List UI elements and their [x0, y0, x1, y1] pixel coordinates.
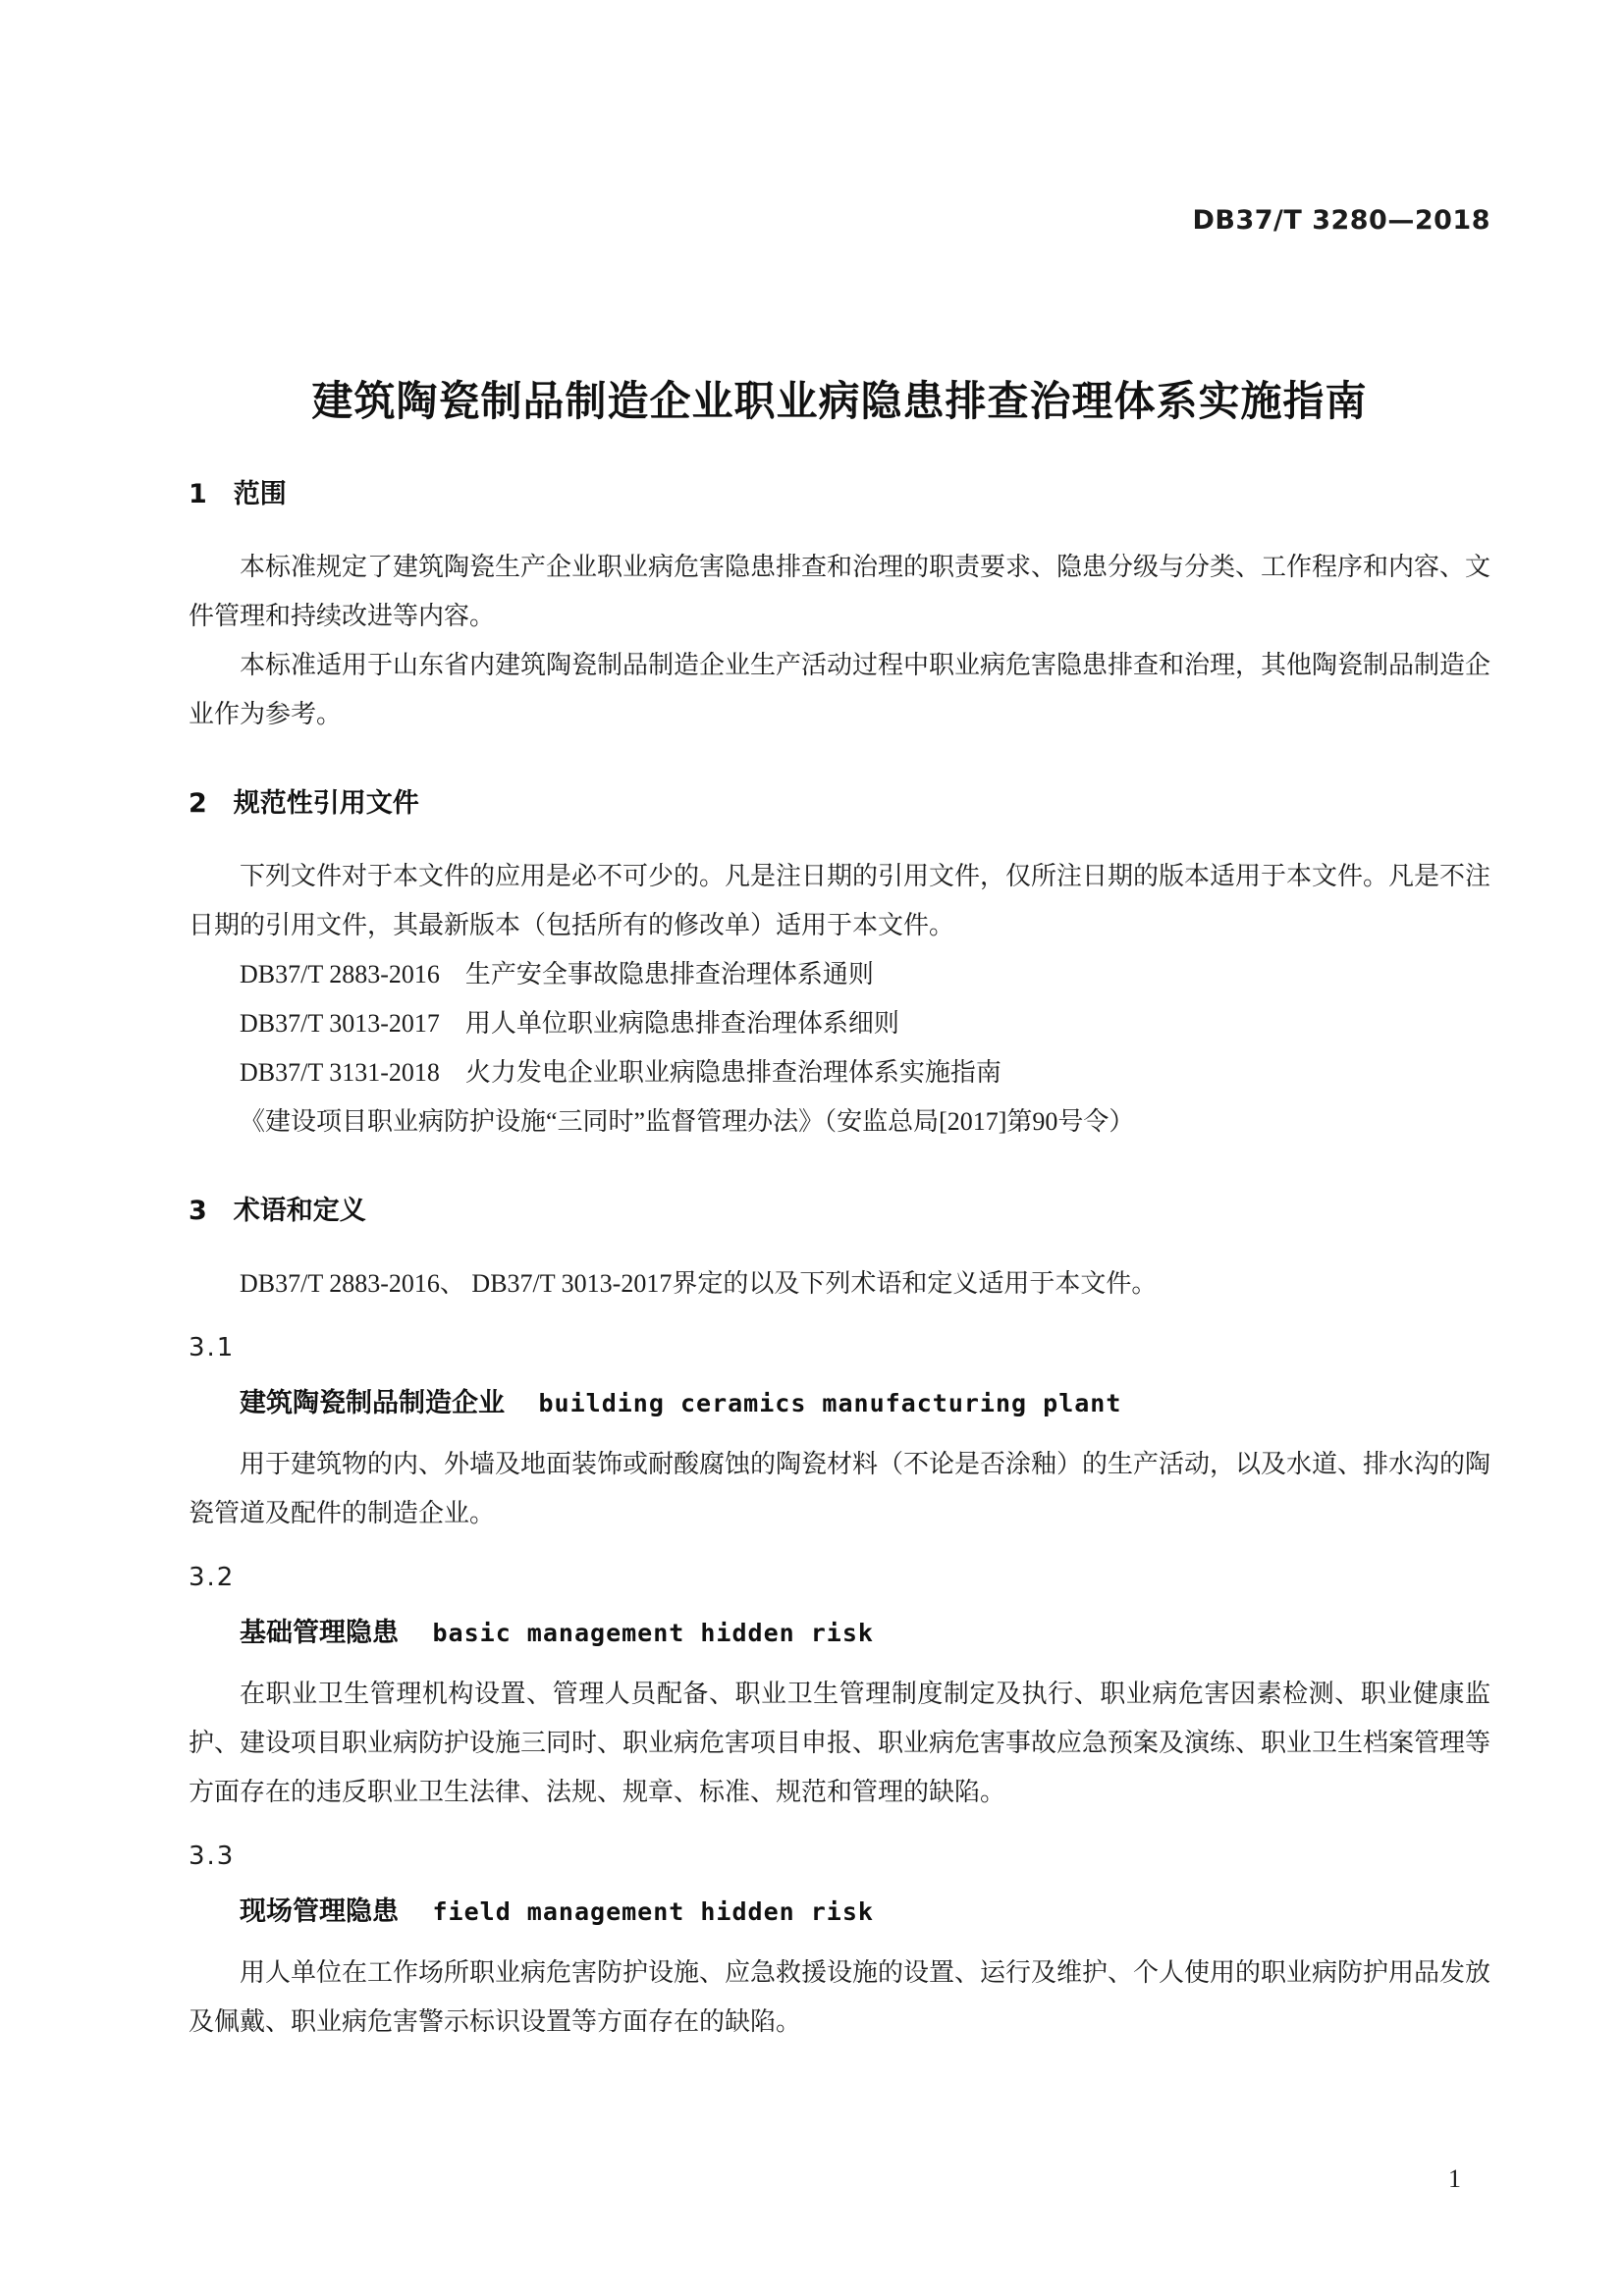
term-name-en: field management hidden risk: [432, 1897, 874, 1926]
term-name-zh: 现场管理隐患: [240, 1896, 399, 1927]
section-normative-references: [189, 783, 1490, 1147]
paragraph: 本标准适用于山东省内建筑陶瓷制品制造企业生产活动过程中职业病危害隐患排查和治理，其他陶瓷制品制造企业作为参考。: [189, 651, 1491, 728]
term-name-en: building ceramics manufacturing plant: [538, 1389, 1122, 1417]
term-definition: 用人单位在工作场所职业病危害防护设施、应急救援设施的设置、运行及维护、个人使用的职业病防护用品发放及佩戴、职业病危害警示标识设置等方面存在的缺陷。: [189, 1958, 1491, 2036]
section-references-heading: 2 规范性引用文件: [189, 788, 419, 819]
term-block: [189, 1558, 1490, 1817]
reference-item: DB37/T 3131-2018 火力发电企业职业病隐患排查治理体系实施指南: [240, 1058, 1001, 1087]
page-number: 1: [1448, 2164, 1461, 2193]
term-definition: 用于建筑物的内、外墙及地面装饰或耐酸腐蚀的陶瓷材料（不论是否涂釉）的生产活动，以及水道、排水沟的陶瓷管道及配件的制造企业。: [189, 1450, 1491, 1527]
term-title: [189, 1382, 1490, 1425]
section-terms-definitions: [189, 1191, 1490, 2047]
term-number: 3.2: [189, 1563, 236, 1592]
term-name-en: basic management hidden risk: [432, 1619, 874, 1647]
term-definition: 在职业卫生管理机构设置、管理人员配备、职业卫生管理制度制定及执行、职业病危害因素检测、职业健康监护、建设项目职业病防护设施三同时、职业病危害项目申报、职业病危害事故应急预案及演练、职业卫生档案管理等方面存在的违反职业卫生法律、法规、规章、标准、规范和管理的缺陷。: [189, 1680, 1491, 1806]
paragraph: 本标准规定了建筑陶瓷生产企业职业病危害隐患排查和治理的职责要求、隐患分级与分类、工作程序和内容、文件管理和持续改进等内容。: [189, 553, 1491, 630]
doc-number: DB37/T 3280—2018: [1192, 205, 1490, 236]
term-block: [189, 1328, 1490, 1538]
term-title: [189, 1891, 1490, 1934]
reference-item: 《建设项目职业病防护设施“三同时”监督管理办法》（安监总局[2017]第90号令）: [240, 1107, 1135, 1136]
term-number: 3.3: [189, 1842, 236, 1871]
term-name-zh: 基础管理隐患: [240, 1618, 399, 1648]
term-name-zh: 建筑陶瓷制品制造企业: [240, 1388, 505, 1418]
section-scope-heading: 1 范围: [189, 479, 287, 509]
paragraph: 下列文件对于本文件的应用是必不可少的。凡是注日期的引用文件，仅所注日期的版本适用于本文件。凡是不注日期的引用文件，其最新版本（包括所有的修改单）适用于本文件。: [189, 862, 1491, 939]
page-title: 建筑陶瓷制品制造企业职业病隐患排查治理体系实施指南: [311, 377, 1368, 425]
reference-item: DB37/T 3013-2017 用人单位职业病隐患排查治理体系细则: [240, 1009, 899, 1038]
term-block: [189, 1837, 1490, 2047]
term-number: 3.1: [189, 1333, 236, 1362]
paragraph: DB37/T 2883-2016、 DB37/T 3013-2017界定的以及下列术语和定义适用于本文件。: [240, 1269, 1158, 1298]
section-terms-heading: 3 术语和定义: [189, 1196, 366, 1226]
reference-item: DB37/T 2883-2016 生产安全事故隐患排查治理体系通则: [240, 960, 874, 988]
term-title: [189, 1612, 1490, 1655]
section-scope: [189, 474, 1490, 739]
